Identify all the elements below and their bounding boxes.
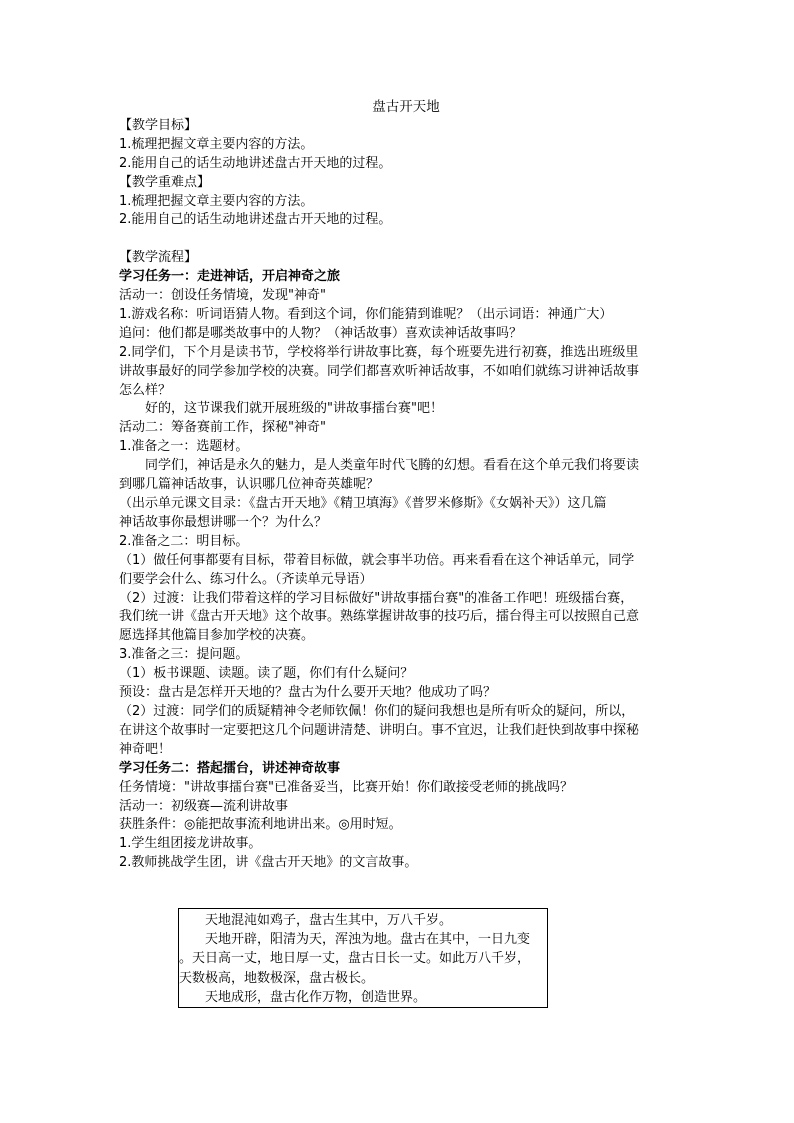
prep2-line: 们要学会什么、练习什么。（齐读单元导语） — [119, 571, 373, 587]
classical-text-line: 天地开辟，阳清为天，浑浊为地。盘古在其中，一日九变 — [205, 932, 531, 948]
prep1-line: （出示单元课文目录：《盘古开天地》《精卫填海》《普罗米修斯》《女娲补天》）这几篇 — [119, 496, 607, 512]
task2-step: 1.学生组团接龙讲故事。 — [119, 836, 262, 852]
task2-heading: 学习任务二：搭起擂台，讲述神奇故事 — [119, 760, 341, 776]
document-body — [119, 98, 679, 873]
prep3-line: （2）过渡：同学们的质疑精神令老师钦佩！你们的疑问我想也是所有听众的疑问，所以， — [119, 703, 635, 719]
prep2-line: （1）做任何事都要有目标，带着目标做，就会事半功倍。再来看看在这个神话单元，同学 — [119, 552, 635, 568]
classical-text-line: 天数极高，地数极深，盘古极长。 — [179, 970, 375, 986]
prep3-line: 在讲这个故事时一定要把这几个问题讲清楚、讲明白。事不宜迟，让我们赶快到故事中探秘 — [119, 722, 640, 738]
task2-activity1: 活动一：初级赛—流利讲故事 — [119, 798, 289, 814]
prep1-line: 同学们，神话是永久的魅力，是人类童年时代飞腾的幻想。看看在这个单元我们将要读 — [145, 458, 640, 474]
goal-item: 2.能用自己的话生动地讲述盘古开天地的过程。 — [119, 155, 392, 171]
prep2-line: 我们统一讲《盘古开天地》这个故事。熟练掌握讲故事的技巧后，擂台得主可以按照自己意 — [119, 609, 640, 625]
task1-p2-line: 怎么样？ — [119, 382, 172, 398]
prep1-line: 到哪几篇神话故事，认识哪几位神奇英雄呢？ — [119, 477, 380, 493]
prep1-line: 神话故事你最想讲哪一个？为什么？ — [119, 514, 328, 530]
task1-heading: 学习任务一：走进神话，开启神奇之旅 — [119, 269, 341, 285]
process-heading: 【教学流程】 — [119, 250, 198, 266]
task2-condition: 获胜条件：◎能把故事流利地讲出来。◎用时短。 — [119, 817, 402, 833]
key-point-item: 2.能用自己的话生动地讲述盘古开天地的过程。 — [119, 212, 392, 228]
classical-text-line: 天地成形，盘古化作万物，创造世界。 — [205, 989, 427, 1005]
prep3-line: 预设：盘古是怎样开天地的？盘古为什么要开天地？他成功了吗？ — [119, 685, 497, 701]
task1-ask: 追问：他们都是哪类故事中的人物？（神话故事）喜欢读神话故事吗？ — [119, 325, 523, 341]
task2-situation: 任务情境："讲故事擂台赛"已准备妥当，比赛开始！你们敢接受老师的挑战吗？ — [119, 779, 573, 795]
key-points-heading: 【教学重难点】 — [119, 174, 211, 190]
document-title: 盘古开天地 — [372, 99, 440, 115]
goals-heading: 【教学目标】 — [119, 117, 198, 133]
task1-activity2: 活动二：筹备赛前工作，探秘"神奇" — [119, 420, 326, 436]
task2-step: 2.教师挑战学生团，讲《盘古开天地》的文言故事。 — [119, 855, 418, 871]
prep3-line: （1）板书课题、读题。读了题，你们有什么疑问？ — [119, 666, 414, 682]
prep2-line: 愿选择其他篇目参加学校的决赛。 — [119, 628, 315, 644]
task1-p2-line: 好的，这节课我们就开展班级的"讲故事擂台赛"吧！ — [145, 401, 443, 417]
task1-game: 1.游戏名称：听词语猜人物。看到这个词，你们能猜到谁呢？（出示词语：神通广大） — [119, 306, 613, 322]
prep3-heading: 3.准备之三：提问题。 — [119, 647, 249, 663]
classical-text-line: 天地混沌如鸡子，盘古生其中，万八千岁。 — [205, 913, 453, 928]
goal-item: 1.梳理把握文章主要内容的方法。 — [119, 136, 314, 152]
key-point-item: 1.梳理把握文章主要内容的方法。 — [119, 193, 314, 209]
blank-line — [119, 230, 679, 249]
prep2-heading: 2.准备之二：明目标。 — [119, 533, 249, 549]
prep2-line: （2）过渡：让我们带着这样的学习目标做好"讲故事擂台赛"的准备工作吧！班级擂台赛， — [119, 590, 634, 606]
prep3-line: 神奇吧！ — [119, 741, 172, 757]
classical-text-box — [178, 908, 548, 1008]
task1-p2-line: 2.同学们，下个月是读书节，学校将举行讲故事比赛，每个班要先进行初赛，推选出班级里 — [119, 344, 639, 360]
prep1-heading: 1.准备之一：选题材。 — [119, 439, 249, 455]
classical-text-line: 。天日高一丈，地日厚一丈，盘古日长一丈。如此万八千岁， — [179, 951, 531, 967]
task1-activity1: 活动一：创设任务情境，发现"神奇" — [119, 288, 326, 304]
task1-p2-line: 讲故事最好的同学参加学校的决赛。同学们都喜欢听神话故事，不如咱们就练习讲神话故事 — [119, 363, 640, 379]
